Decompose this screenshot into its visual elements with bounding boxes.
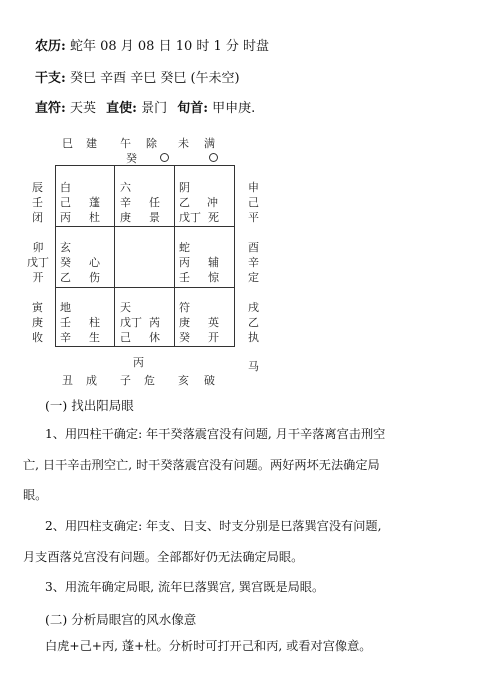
p2-line1: 2、用四柱支确定: 年支、日支、时支分别是巳落巽宫没有问题, bbox=[45, 519, 382, 533]
deity-label: 阴 bbox=[179, 181, 190, 194]
officer-label: 平 bbox=[248, 211, 259, 224]
top-gui: 癸 bbox=[126, 152, 137, 165]
officer-label: 开 bbox=[32, 271, 44, 284]
p3-line1: 3、用流年确定局眼, 流年巳落巽宫, 巽宫既是局眼。 bbox=[45, 580, 325, 594]
grid-line bbox=[55, 165, 235, 166]
stem-label: 辛 bbox=[248, 256, 259, 269]
section2-title: (二) 分析局眼宫的风水像意 bbox=[45, 612, 197, 627]
di-stem: 己 bbox=[120, 331, 131, 344]
xunshou-value: 甲申庚. bbox=[212, 101, 256, 116]
palace-kun bbox=[179, 180, 219, 225]
di-stem: 壬 bbox=[179, 271, 190, 284]
deity-label: 六 bbox=[120, 181, 131, 194]
p4-line1: 白虎+己+丙, 蓬+杜。分析时可打开己和丙, 或看对宫像意。 bbox=[45, 639, 372, 653]
bottom-label: 子 bbox=[120, 374, 131, 387]
stem-label: 己 bbox=[248, 196, 259, 209]
p1-line2: 亡, 日干辛击刑空亡, 时干癸落震宫没有问题。两好两坏无法确定局 bbox=[23, 458, 380, 472]
palace-qian bbox=[179, 300, 219, 345]
tian-stem: 乙 bbox=[179, 196, 190, 209]
ganzhi-value: 癸巳 辛酉 辛巳 癸巳 (午未空) bbox=[69, 71, 240, 86]
zhifu-value: 天英 bbox=[69, 101, 96, 116]
right-col-3 bbox=[248, 300, 259, 345]
branch-label: 酉 bbox=[248, 241, 259, 254]
top-label: 除 bbox=[146, 137, 157, 150]
grid-line bbox=[234, 165, 235, 346]
tian-stem: 辛 bbox=[120, 196, 131, 209]
left-col-3 bbox=[32, 300, 43, 345]
palace-dui bbox=[179, 240, 219, 285]
grid-line bbox=[55, 287, 235, 288]
officer-label: 执 bbox=[248, 331, 259, 344]
bottom-label: 危 bbox=[144, 374, 155, 387]
tian-stem: 庚 bbox=[179, 316, 190, 329]
deity-label: 符 bbox=[179, 301, 190, 314]
top-label: 午 bbox=[120, 137, 131, 150]
star-label: 蓬 bbox=[89, 196, 100, 209]
grid-line bbox=[55, 165, 56, 346]
deity-label: 白 bbox=[60, 181, 71, 194]
di-stem: 辛 bbox=[60, 331, 71, 344]
branch-label: 寅 bbox=[32, 301, 43, 314]
star-label: 心 bbox=[89, 256, 100, 269]
palace-gen bbox=[60, 300, 100, 345]
stem-label: 庚 bbox=[32, 316, 43, 329]
bottom-bing: 丙 bbox=[133, 356, 144, 369]
palace-li bbox=[120, 180, 160, 225]
right-col-2 bbox=[248, 240, 259, 285]
left-col-2 bbox=[25, 240, 51, 285]
p2-line2: 月支酉落兑宫没有问题。全部都好仍无法确定局眼。 bbox=[23, 550, 304, 564]
lunar-label: 农历: bbox=[35, 39, 66, 54]
star-label: 芮 bbox=[149, 316, 160, 329]
door-label: 杜 bbox=[89, 211, 100, 224]
tian-stem: 壬 bbox=[60, 316, 71, 329]
branch-label: 戌 bbox=[248, 301, 259, 314]
grid-line bbox=[174, 165, 175, 346]
branch-label: 申 bbox=[248, 181, 259, 194]
top-label: 未 bbox=[178, 137, 189, 150]
tian-stem: 癸 bbox=[60, 256, 71, 269]
di-stem: 癸 bbox=[179, 331, 190, 344]
grid-line bbox=[114, 165, 115, 346]
star-label: 冲 bbox=[207, 196, 218, 209]
door-label: 开 bbox=[208, 331, 219, 344]
bottom-ma: 马 bbox=[248, 360, 259, 373]
xunshou-label: 旬首: bbox=[177, 101, 209, 116]
zhishi-label: 直使: bbox=[106, 101, 137, 116]
p1-line1: 1、用四柱干确定: 年干癸落震宫没有问题, 月干辛落离宫击刑空 bbox=[45, 427, 386, 441]
left-col-1 bbox=[32, 180, 43, 225]
deity-label: 地 bbox=[60, 301, 71, 314]
branch-label: 辰 bbox=[32, 181, 43, 194]
door-label: 休 bbox=[149, 331, 160, 344]
star-label: 英 bbox=[208, 316, 219, 329]
deity-label: 天 bbox=[120, 301, 131, 314]
door-label: 惊 bbox=[208, 271, 219, 284]
palace-zhen bbox=[60, 240, 100, 285]
officer-label: 收 bbox=[32, 331, 43, 344]
tian-stem: 丙 bbox=[179, 256, 190, 269]
empty-circle-icon bbox=[209, 153, 218, 162]
di-stem: 庚 bbox=[120, 211, 131, 224]
lunar-value: 蛇年 08 月 08 日 10 时 1 分 时盘 bbox=[69, 39, 270, 54]
palace-xun bbox=[60, 180, 100, 225]
di-stem: 乙 bbox=[60, 271, 71, 284]
bottom-label: 破 bbox=[204, 374, 215, 387]
ganzhi-label: 干支: bbox=[35, 71, 66, 86]
door-label: 死 bbox=[208, 211, 219, 224]
tian-stem: 戊丁 bbox=[120, 316, 142, 329]
deity-label: 蛇 bbox=[179, 241, 190, 254]
palace-kan bbox=[120, 300, 160, 345]
p1-line3: 眼。 bbox=[23, 488, 48, 502]
stem-label: 乙 bbox=[248, 316, 259, 329]
bottom-label: 丑 bbox=[62, 374, 73, 387]
zhifu-row bbox=[35, 97, 255, 116]
grid-line bbox=[55, 346, 235, 347]
deity-label: 玄 bbox=[60, 241, 71, 254]
zhifu-label: 直符: bbox=[35, 101, 66, 116]
lunar-row bbox=[35, 35, 269, 54]
top-label: 建 bbox=[86, 137, 97, 150]
star-label: 柱 bbox=[89, 316, 100, 329]
door-label: 生 bbox=[89, 331, 100, 344]
right-col-1 bbox=[248, 180, 259, 225]
di-stem: 丙 bbox=[60, 211, 71, 224]
star-label: 辅 bbox=[208, 256, 219, 269]
grid-line bbox=[55, 226, 235, 227]
star-label: 任 bbox=[149, 196, 160, 209]
section1-title: (一) 找出阳局眼 bbox=[45, 398, 134, 413]
stem-label: 壬 bbox=[32, 196, 43, 209]
empty-circle-icon bbox=[160, 153, 169, 162]
officer-label: 定 bbox=[248, 271, 259, 284]
stem-label: 戊丁 bbox=[27, 256, 49, 269]
door-label: 景 bbox=[149, 211, 160, 224]
bottom-label: 亥 bbox=[178, 374, 189, 387]
bottom-label: 成 bbox=[86, 374, 97, 387]
di-stem: 戊丁 bbox=[179, 211, 201, 224]
ganzhi-row bbox=[35, 67, 240, 86]
branch-label: 卯 bbox=[32, 241, 44, 254]
door-label: 伤 bbox=[89, 271, 100, 284]
top-label: 满 bbox=[204, 137, 215, 150]
top-label: 巳 bbox=[62, 137, 73, 150]
officer-label: 闭 bbox=[32, 211, 43, 224]
zhishi-value: 景门 bbox=[141, 101, 168, 116]
tian-stem: 己 bbox=[60, 196, 71, 209]
